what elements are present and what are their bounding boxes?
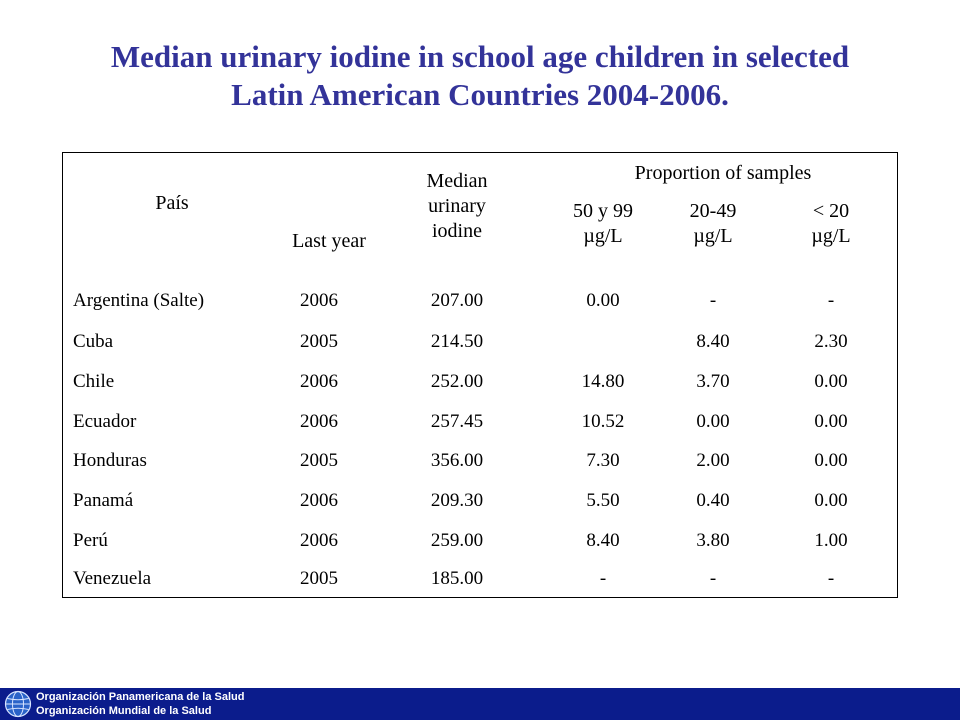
cell-year: 2006: [300, 290, 338, 311]
cell-country: Venezuela: [73, 568, 152, 589]
cell-year: 2006: [300, 371, 338, 392]
header-median: [397, 169, 517, 244]
header-p1: [543, 199, 663, 249]
header-p2: [653, 199, 773, 249]
cell-median: 209.30: [430, 490, 484, 511]
cell-p3: 0.00: [814, 450, 848, 471]
cell-year: 2006: [300, 411, 338, 432]
cell-p2: 0.40: [696, 490, 730, 511]
cell-country: Ecuador: [73, 411, 137, 432]
cell-p3: 0.00: [814, 411, 848, 432]
cell-median: 257.45: [430, 411, 484, 432]
iodine-table: [62, 152, 898, 598]
cell-p2: -: [709, 568, 717, 589]
header-p3: [771, 199, 891, 249]
org-name-who: Organización Mundial de la Salud: [36, 705, 212, 717]
cell-p3: 1.00: [814, 530, 848, 551]
header-p3-line-2: µg/L: [811, 225, 851, 247]
cell-year: 2005: [300, 331, 338, 352]
cell-p2: 8.40: [696, 331, 730, 352]
cell-p2: -: [709, 290, 717, 311]
cell-p1: 14.80: [581, 371, 625, 392]
header-proportion-group: Proportion of samples: [634, 162, 812, 184]
cell-p1: 10.52: [581, 411, 625, 432]
header-p1-line-2: µg/L: [583, 225, 623, 247]
cell-country: Cuba: [73, 331, 114, 352]
cell-p3: -: [827, 290, 835, 311]
header-country: País: [155, 192, 189, 214]
cell-p1: 8.40: [586, 530, 620, 551]
cell-p3: 0.00: [814, 490, 848, 511]
cell-p2: 2.00: [696, 450, 730, 471]
header-p3-line-1: < 20: [812, 200, 850, 222]
cell-median: 207.00: [430, 290, 484, 311]
cell-p2: 0.00: [696, 411, 730, 432]
header-median-line-3: iodine: [432, 220, 482, 242]
cell-country: Panamá: [73, 490, 134, 511]
header-median-line-2: urinary: [428, 195, 486, 217]
cell-median: 252.00: [430, 371, 484, 392]
cell-country: Perú: [73, 530, 108, 551]
cell-country: Argentina (Salte): [73, 290, 205, 311]
header-median-line-1: Median: [426, 170, 488, 192]
cell-p1: 0.00: [586, 290, 620, 311]
title-line-1: Median urinary iodine in school age children in selected: [110, 39, 850, 74]
cell-country: Chile: [73, 371, 115, 392]
cell-p1: 7.30: [586, 450, 620, 471]
org-name-paho: Organización Panamericana de la Salud: [36, 691, 245, 703]
title-line-2: Latin American Countries 2004-2006.: [231, 77, 729, 112]
cell-p2: 3.70: [696, 371, 730, 392]
cell-year: 2005: [300, 450, 338, 471]
header-last-year: Last year: [292, 230, 366, 252]
cell-year: 2006: [300, 530, 338, 551]
cell-p3: 0.00: [814, 371, 848, 392]
slide-title: [20, 38, 940, 114]
globe-logo-icon: [4, 690, 32, 718]
header-p2-line-2: µg/L: [693, 225, 733, 247]
cell-p3: -: [827, 568, 835, 589]
cell-median: 259.00: [430, 530, 484, 551]
cell-p1: 5.50: [586, 490, 620, 511]
footer-bar: [0, 688, 960, 720]
cell-p1: -: [599, 568, 607, 589]
header-p2-line-1: 20-49: [689, 200, 737, 222]
header-p1-line-1: 50 y 99: [573, 200, 633, 222]
cell-median: 185.00: [430, 568, 484, 589]
cell-median: 356.00: [430, 450, 484, 471]
cell-year: 2006: [300, 490, 338, 511]
cell-year: 2005: [300, 568, 338, 589]
cell-p2: 3.80: [696, 530, 730, 551]
cell-p3: 2.30: [814, 331, 848, 352]
cell-median: 214.50: [430, 331, 484, 352]
cell-country: Honduras: [73, 450, 147, 471]
